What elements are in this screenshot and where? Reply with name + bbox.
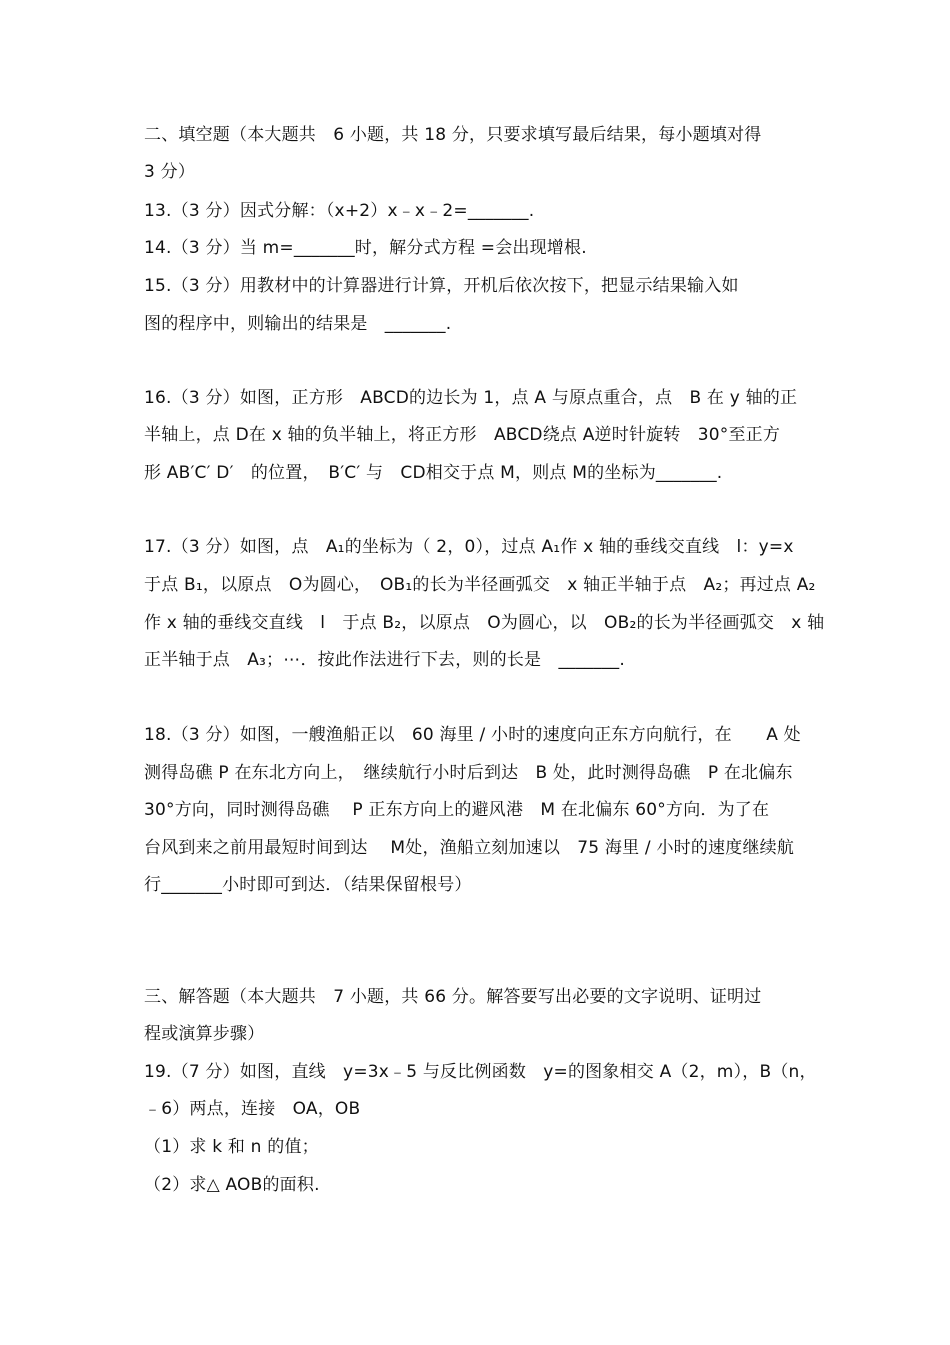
question-18-line1: 18.（3 分）如图，一艘渔船正以 60 海里 / 小时的速度向正东方向航行，在 A 处 xyxy=(144,725,801,745)
section2-title-line2: 3 分） xyxy=(144,162,196,182)
section3-title-line1: 三、解答题（本大题共 7 小题，共 66 分。解答要写出必要的文字说明、证明过 xyxy=(144,987,762,1007)
question-18-line5: 行_______小时即可到达．（结果保留根号） xyxy=(144,875,472,895)
question-19-line2: ﹣6）两点，连接 OA，OB xyxy=(144,1099,361,1119)
question-15-line2: 图的程序中，则输出的结果是 _______. xyxy=(144,314,452,334)
question-19-line1: 19.（7 分）如图，直线 y=3x﹣5 与反比例函数 y=的图象相交 A（2，m），B（n， xyxy=(144,1062,817,1082)
question-17-line4: 正半轴于点 A₃；⋯．按此作法进行下去，则的长是 _______. xyxy=(144,650,625,670)
section3-title-line2: 程或演算步骤） xyxy=(144,1024,265,1044)
question-18-line3: 30°方向，同时测得岛礁 P 正东方向上的避风港 M 在北偏东 60°方向．为了在 xyxy=(144,800,770,820)
question-17-line2: 于点 B₁，以原点 O为圆心， OB₁的长为半径画弧交 x 轴正半轴于点 A₂；再过点 A₂ xyxy=(144,575,816,595)
question-14: 14.（3 分）当 m=_______时，解分式方程 =会出现增根. xyxy=(144,238,587,258)
section2-title-line1: 二、填空题（本大题共 6 小题，共 18 分，只要求填写最后结果，每小题填对得 xyxy=(144,125,762,145)
question-16-line2: 半轴上，点 D在 x 轴的负半轴上，将正方形 ABCD绕点 A逆时针旋转 30°至正方 xyxy=(144,425,781,445)
question-13: 13.（3 分）因式分解：（x+2）x﹣x﹣2=_______. xyxy=(144,201,535,221)
question-17-line1: 17.（3 分）如图，点 A₁的坐标为（ 2，0），过点 A₁作 x 轴的垂线交直线 l：y=x xyxy=(144,537,794,557)
question-19-part2: （2）求△ AOB的面积. xyxy=(144,1175,320,1195)
question-16-line1: 16.（3 分）如图，正方形 ABCD的边长为 1，点 A 与原点重合，点 B 在 y 轴的正 xyxy=(144,388,798,408)
question-18-line2: 测得岛礁 P 在东北方向上， 继续航行小时后到达 B 处，此时测得岛礁 P 在北偏东 xyxy=(144,763,793,783)
question-15-line1: 15.（3 分）用教材中的计算器进行计算，开机后依次按下，把显示结果输入如 xyxy=(144,276,739,296)
question-19-part1: （1）求 k 和 n 的值； xyxy=(144,1137,319,1157)
question-18-line4: 台风到来之前用最短时间到达 M处，渔船立刻加速以 75 海里 / 小时的速度继续航 xyxy=(144,838,795,858)
question-16-line3: 形 AB′C′ D′ 的位置， B′C′ 与 CD相交于点 M，则点 M的坐标为_______. xyxy=(144,463,723,483)
question-17-line3: 作 x 轴的垂线交直线 l 于点 B₂，以原点 O为圆心，以 OB₂的长为半径画弧交 x 轴 xyxy=(144,613,825,633)
